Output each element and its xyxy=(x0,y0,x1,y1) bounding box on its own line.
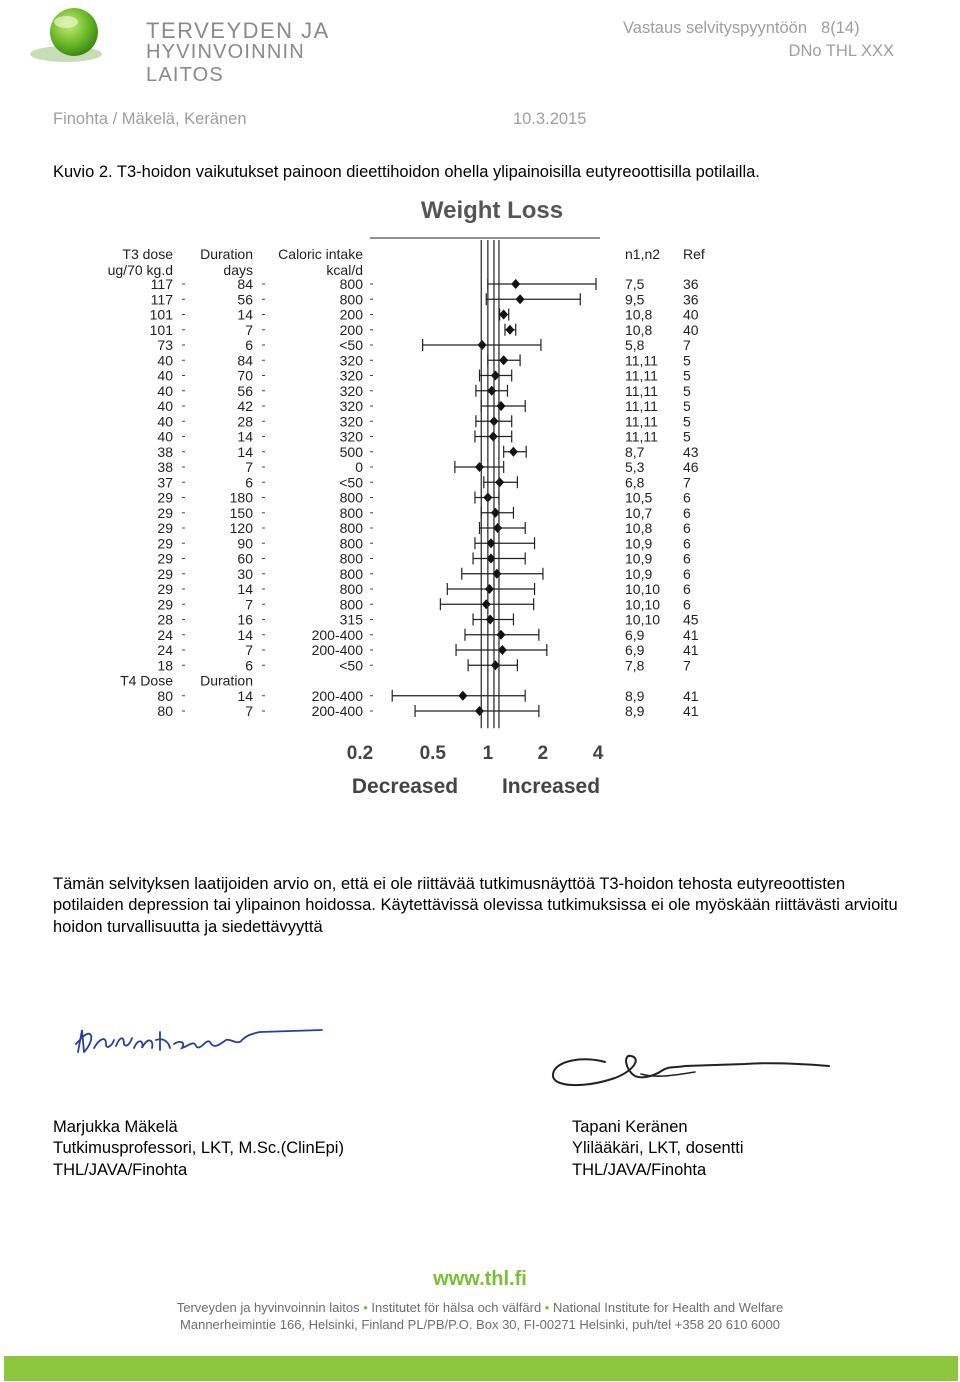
row-n: 6,8 xyxy=(625,474,645,491)
row-ref: 6 xyxy=(683,596,691,613)
row-n: 10,9 xyxy=(625,550,653,567)
row-caloric: 0 xyxy=(355,459,363,475)
footer-bullet: • xyxy=(544,1300,553,1315)
row-caloric: 200-400 xyxy=(311,626,363,643)
row-caloric: 320 xyxy=(339,413,363,430)
row-ref: 6 xyxy=(683,535,691,552)
row-n: 10,10 xyxy=(625,581,661,597)
row-dose: 117 xyxy=(150,291,173,308)
doc-number: DNo THL XXX xyxy=(788,42,894,60)
point-estimate xyxy=(497,630,506,640)
row-duration: 6 xyxy=(245,337,253,353)
row-caloric: 320 xyxy=(339,428,363,445)
x-tick-label: 4 xyxy=(592,743,604,764)
row-duration: 7 xyxy=(245,642,253,658)
row-caloric: 320 xyxy=(339,398,363,414)
x-tick-label: 2 xyxy=(537,743,549,764)
point-estimate xyxy=(485,584,494,594)
row-dose: 80 xyxy=(157,703,173,719)
row-duration: 7 xyxy=(245,321,253,338)
header-n: n1,n2 xyxy=(625,246,661,262)
signatory-left xyxy=(53,1117,344,1181)
row-n: 11,11 xyxy=(625,367,658,384)
point-estimate xyxy=(458,691,467,701)
row-n: 10,7 xyxy=(625,504,653,521)
row-caloric: 800 xyxy=(339,581,363,597)
row-n: 5,3 xyxy=(625,459,645,475)
signatory-left-title: Tutkimusprofessori, LKT, M.Sc.(ClinEpi) xyxy=(53,1139,344,1158)
point-estimate xyxy=(505,325,514,335)
row-duration: 7 xyxy=(245,459,253,475)
row-duration: 56 xyxy=(237,291,253,308)
row-duration: 28 xyxy=(237,413,253,430)
x-label-increased: Increased xyxy=(501,775,601,798)
point-estimate xyxy=(486,615,495,625)
signatory-left-unit: THL/JAVA/Finohta xyxy=(53,1160,188,1179)
row-duration: 14 xyxy=(237,428,253,445)
point-estimate xyxy=(475,462,484,472)
row-dose: 29 xyxy=(157,550,173,567)
x-tick-label: 0.2 xyxy=(346,743,374,764)
row-ref: 6 xyxy=(683,550,691,567)
row-caloric: 200 xyxy=(339,321,363,338)
signatory-right xyxy=(572,1117,744,1181)
row-n: 10,8 xyxy=(625,520,653,536)
row-ref: 43 xyxy=(683,443,699,460)
point-estimate xyxy=(495,477,504,487)
point-estimate xyxy=(509,447,518,457)
row-ref: 36 xyxy=(683,291,699,308)
row-duration: 84 xyxy=(237,276,253,292)
row-duration: 16 xyxy=(237,611,253,628)
row-dose: 29 xyxy=(157,504,173,521)
footer-name-fi: Terveyden ja hyvinvoinnin laitos xyxy=(176,1300,360,1315)
row-caloric: 320 xyxy=(339,367,363,384)
signatory-left-name: Marjukka Mäkelä xyxy=(53,1118,178,1136)
doc-date: 10.3.2015 xyxy=(513,110,587,128)
header-caloric: Caloric intake xyxy=(278,246,363,262)
signatory-right-unit: THL/JAVA/Finohta xyxy=(572,1160,707,1179)
row-n: 10,9 xyxy=(625,535,653,552)
row-duration: 120 xyxy=(229,520,253,536)
row-n: 10,9 xyxy=(625,565,653,582)
row-dose: 29 xyxy=(157,489,173,506)
row-caloric: 315 xyxy=(339,611,363,628)
doc-type-line xyxy=(623,19,860,38)
row-duration: 6 xyxy=(245,657,253,674)
row-dose: 73 xyxy=(157,337,173,353)
row-duration: 56 xyxy=(237,382,253,399)
conclusion-paragraph: Tämän selvityksen laatijoiden arvio on, että ei ole riittävää tutkimusnäyttöä T3-hoidon tehosta eutyreoottisten potilaiden depression tai ylipainon hoidossa. Käytettävissä olevissa tutkimuksissa ei ole myöskään riittävästi arvioitu hoidon turvallisuutta ja siedettävyyttä xyxy=(53,875,898,936)
row-dose: 101 xyxy=(149,321,173,338)
org-name-line1: TERVEYDEN JA xyxy=(146,18,330,43)
row-dose: 40 xyxy=(157,398,173,414)
row-caloric: 800 xyxy=(339,550,363,567)
row-dose: 117 xyxy=(150,276,173,292)
row-dose: 40 xyxy=(157,382,173,399)
row-n: 11,11 xyxy=(625,398,658,414)
row-caloric: 800 xyxy=(339,565,363,582)
row-dose: 37 xyxy=(157,474,173,491)
row-dose: 29 xyxy=(157,596,173,613)
row-dose: 24 xyxy=(157,642,173,658)
row-n: 7,8 xyxy=(625,657,645,674)
row-dose: 80 xyxy=(157,687,173,704)
footer-name-en: National Institute for Health and Welfare xyxy=(552,1300,784,1315)
row-dose: 40 xyxy=(157,428,173,445)
row-ref: 41 xyxy=(683,626,699,643)
row-duration: 60 xyxy=(237,550,253,567)
row-caloric: 200-400 xyxy=(311,642,363,658)
org-name-line2: HYVINVOINNIN LAITOS xyxy=(146,41,305,86)
row-duration: 14 xyxy=(237,626,253,643)
row-ref: 36 xyxy=(683,276,699,292)
row-ref: 5 xyxy=(683,367,691,384)
signature-keranen xyxy=(545,1040,835,1095)
row-n: 10,8 xyxy=(625,321,653,338)
row-caloric: <50 xyxy=(339,337,363,353)
row-caloric: 800 xyxy=(339,596,363,613)
row-ref: 41 xyxy=(683,703,699,719)
footer-name-sv: Institutet för hälsa och välfärd xyxy=(371,1300,542,1315)
row-caloric: 500 xyxy=(339,443,363,460)
row-ref: 6 xyxy=(683,489,691,506)
row-duration: 14 xyxy=(237,443,253,460)
row-n: 5,8 xyxy=(625,337,645,353)
row-duration: 14 xyxy=(237,306,253,323)
row-n: 7,5 xyxy=(625,276,645,292)
row-n: 11,11 xyxy=(625,428,658,445)
row-ref: 40 xyxy=(683,321,699,338)
footer-bullet: • xyxy=(363,1300,372,1315)
row-duration: 150 xyxy=(229,504,253,521)
row-caloric: 800 xyxy=(339,504,363,521)
row-n: 11,11 xyxy=(625,413,658,430)
header-dose-unit: ug/70 kg.d xyxy=(107,262,173,278)
row-caloric: 800 xyxy=(339,535,363,552)
row-dose: 40 xyxy=(157,352,173,369)
row-dose: 38 xyxy=(157,443,173,460)
row-caloric: <50 xyxy=(339,657,363,674)
row-dose: 24 xyxy=(157,626,173,643)
point-estimate xyxy=(499,355,508,365)
row-dose: 38 xyxy=(157,459,173,475)
header-dose: T3 dose xyxy=(122,246,173,262)
row-caloric: 200 xyxy=(339,306,363,323)
row-duration: 6 xyxy=(245,474,253,491)
row-duration: 30 xyxy=(237,565,253,582)
row-n: 11,11 xyxy=(625,382,658,399)
header-duration: Duration xyxy=(200,246,253,262)
chart-title: Weight Loss xyxy=(420,197,564,224)
footer-website-link[interactable]: www.thl.fi xyxy=(433,1268,527,1290)
header-caloric-unit: kcal/d xyxy=(326,262,363,278)
point-estimate xyxy=(497,401,506,411)
footer-address: Mannerheimintie 166, Helsinki, Finland PL/PB/P.O. Box 30, FI-00271 Helsinki, puh/tel +358 20 610 6000 xyxy=(180,1317,780,1332)
doc-type: Vastaus selvityspyyntöön xyxy=(623,19,808,37)
point-estimate xyxy=(499,310,508,320)
row-duration: 90 xyxy=(237,535,253,552)
row-n: 10,10 xyxy=(625,596,661,613)
row-ref: 5 xyxy=(683,413,691,430)
row-caloric: 800 xyxy=(339,291,363,308)
row-dose: 18 xyxy=(157,657,173,674)
doc-authors: Finohta / Mäkelä, Keränen xyxy=(53,110,247,128)
row-caloric: 800 xyxy=(339,489,363,506)
row-n: 10,10 xyxy=(625,611,661,628)
row-ref: 5 xyxy=(683,382,691,399)
row-ref: 40 xyxy=(683,306,699,323)
row-dose: 101 xyxy=(149,306,173,323)
row-n: 11,11 xyxy=(625,352,658,369)
point-estimate xyxy=(511,279,520,289)
row-ref: 5 xyxy=(683,398,691,414)
row-caloric: 320 xyxy=(339,382,363,399)
point-estimate xyxy=(482,599,491,609)
thl-logo xyxy=(28,4,373,86)
row-ref: 41 xyxy=(683,642,699,658)
t4-header-duration: Duration xyxy=(200,672,253,689)
thl-logo-mark xyxy=(28,4,118,66)
x-label-decreased: Decreased xyxy=(351,775,459,798)
row-dose: 28 xyxy=(157,611,173,628)
point-estimate xyxy=(489,432,498,442)
header-ref: Ref xyxy=(683,246,705,262)
row-caloric: 200-400 xyxy=(311,687,363,704)
row-dose: 29 xyxy=(157,581,173,597)
point-estimate xyxy=(516,294,525,304)
row-dose: 29 xyxy=(157,565,173,582)
row-n: 10,5 xyxy=(625,489,653,506)
row-dose: 40 xyxy=(157,413,173,430)
row-n: 6,9 xyxy=(625,626,645,643)
row-dose: 29 xyxy=(157,520,173,536)
x-tick-label: 0.5 xyxy=(419,743,447,764)
row-duration: 180 xyxy=(229,489,253,506)
row-dose: 29 xyxy=(157,535,173,552)
x-tick-label: 1 xyxy=(482,743,494,764)
footer-color-bar xyxy=(4,1356,958,1381)
row-duration: 7 xyxy=(245,703,253,719)
row-duration: 7 xyxy=(245,596,253,613)
row-caloric: <50 xyxy=(339,474,363,491)
point-estimate xyxy=(475,706,484,716)
signatory-right-title: Ylilääkäri, LKT, dosentti xyxy=(572,1139,744,1158)
row-ref: 6 xyxy=(683,581,691,597)
row-n: 10,8 xyxy=(625,306,653,323)
row-dose: 40 xyxy=(157,367,173,384)
signatory-right-name: Tapani Keränen xyxy=(572,1118,688,1136)
row-n: 8,9 xyxy=(625,687,645,704)
row-duration: 14 xyxy=(237,581,253,597)
figure-caption: Kuvio 2. T3-hoidon vaikutukset painoon dieettihoidon ohella ylipainoisilla eutyreoottisilla potilailla. xyxy=(53,163,760,181)
row-n: 9,5 xyxy=(625,291,645,308)
point-estimate xyxy=(487,386,496,396)
row-caloric: 800 xyxy=(339,276,363,292)
row-caloric: 320 xyxy=(339,352,363,369)
row-ref: 5 xyxy=(683,428,691,445)
row-ref: 7 xyxy=(683,657,691,674)
row-duration: 14 xyxy=(237,687,253,704)
footer-institution-names xyxy=(0,1300,960,1315)
row-n: 8,7 xyxy=(625,443,645,460)
row-ref: 41 xyxy=(683,687,699,704)
signature-makela xyxy=(70,1018,330,1068)
t4-header-dose: T4 Dose xyxy=(120,672,173,689)
row-ref: 46 xyxy=(683,459,699,475)
row-duration: 70 xyxy=(237,367,253,384)
row-ref: 6 xyxy=(683,520,691,536)
row-n: 6,9 xyxy=(625,642,645,658)
row-duration: 84 xyxy=(237,352,253,369)
row-ref: 6 xyxy=(683,504,691,521)
page-number: 8(14) xyxy=(821,19,860,37)
forest-plot xyxy=(95,188,720,808)
row-ref: 7 xyxy=(683,474,691,491)
row-ref: 5 xyxy=(683,352,691,369)
row-ref: 7 xyxy=(683,337,691,353)
row-caloric: 200-400 xyxy=(311,703,363,719)
header-duration-unit: days xyxy=(223,262,253,278)
row-ref: 6 xyxy=(683,565,691,582)
point-estimate xyxy=(478,340,487,350)
row-ref: 45 xyxy=(683,611,699,628)
row-caloric: 800 xyxy=(339,520,363,536)
row-duration: 42 xyxy=(237,398,253,414)
row-n: 8,9 xyxy=(625,703,645,719)
